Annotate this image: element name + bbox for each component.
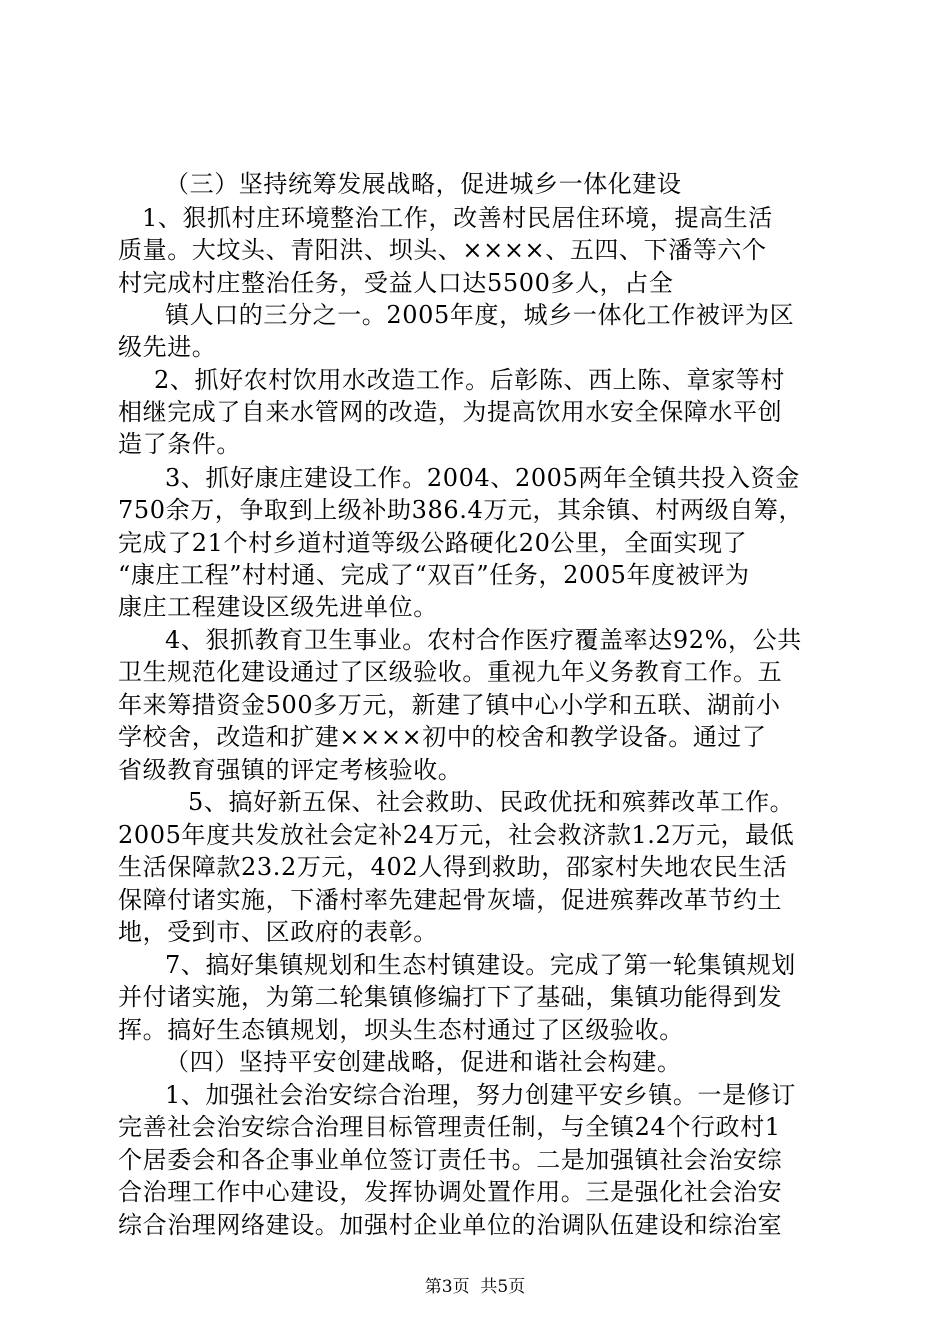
paragraph-line: 2005年度共发放社会定补24万元，社会救济款1.2万元，最低 (118, 821, 795, 849)
paragraph-line: 省级教育强镇的评定考核验收。 (118, 756, 463, 784)
paragraph-line: 750余万，争取到上级补助386.4万元，其余镇、村两级自筹， (118, 496, 804, 524)
page-number-footer: 第3页 共5页 (424, 1277, 526, 1297)
paragraph-line: “康庄工程”村村通、完成了“双百”任务，2005年度被评为 (118, 561, 750, 589)
paragraph-line: 造了条件。 (118, 430, 241, 458)
paragraph-line: 完成了21个村乡道村道等级公路硬化20公里，全面实现了 (118, 529, 748, 557)
paragraph-line: 级先进。 (118, 333, 217, 361)
paragraph-line: 保障付诸实施，下潘村率先建起骨灰墙，促进殡葬改革节约土 (118, 886, 783, 914)
section-heading: （四）坚持平安创建战略，促进和谐社会构建。 (165, 1048, 682, 1076)
paragraph-line: 3、抓好康庄建设工作。2004、2005两年全镇共投入资金 (165, 464, 800, 492)
paragraph-line: 并付诸实施，为第二轮集镇修编打下了基础，集镇功能得到发 (118, 983, 783, 1011)
paragraph-line: 综合治理网络建设。加强村企业单位的治调队伍建设和综治室 (118, 1211, 783, 1239)
paragraph-line: 4、狠抓教育卫生事业。农村合作医疗覆盖率达92%，公共 (165, 626, 802, 654)
paragraph-line: 相继完成了自来水管网的改造，为提高饮用水安全保障水平创 (118, 398, 783, 426)
paragraph-line: 7、搞好集镇规划和生态村镇建设。完成了第一轮集镇规划 (165, 951, 796, 979)
paragraph-line: 村完成村庄整治任务，受益人口达5500多人，占全 (118, 269, 674, 297)
paragraph-line: 康庄工程建设区级先进单位。 (118, 593, 438, 621)
paragraph-line: 质量。大坟头、青阳洪、坝头、××××、五四、下潘等六个 (118, 236, 767, 264)
paragraph-line: 个居委会和各企事业单位签订责任书。二是加强镇社会治安综 (118, 1146, 783, 1174)
paragraph-line: 1、加强社会治安综合治理，努力创建平安乡镇。一是修订 (165, 1081, 796, 1109)
paragraph-line: 挥。搞好生态镇规划，坝头生态村通过了区级验收。 (118, 1016, 684, 1044)
paragraph-line: 完善社会治安综合治理目标管理责任制，与全镇24个行政村1 (118, 1113, 781, 1141)
paragraph-line: 合治理工作中心建设，发挥协调处置作用。三是强化社会治安 (118, 1178, 783, 1206)
section-heading: （三）坚持统筹发展战略，促进城乡一体化建设 (165, 170, 682, 198)
paragraph-line: 地，受到市、区政府的表彰。 (118, 918, 438, 946)
paragraph-line: 镇人口的三分之一。2005年度，城乡一体化工作被评为区 (165, 301, 795, 329)
paragraph-line: 2、抓好农村饮用水改造工作。后彰陈、西上陈、章家等村 (154, 366, 785, 394)
paragraph-line: 5、搞好新五保、社会救助、民政优抚和殡葬改革工作。 (188, 788, 795, 816)
paragraph-line: 生活保障款23.2万元，402人得到救助，邵家村失地农民生活 (118, 853, 788, 881)
paragraph-line: 1、狠抓村庄环境整治工作，改善村民居住环境，提高生活 (142, 204, 773, 232)
paragraph-line: 年来筹措资金500多万元，新建了镇中心小学和五联、湖前小 (118, 691, 781, 719)
paragraph-line: 卫生规范化建设通过了区级验收。重视九年义务教育工作。五 (118, 658, 783, 686)
paragraph-line: 学校舍，改造和扩建××××初中的校舍和教学设备。通过了 (118, 723, 767, 751)
